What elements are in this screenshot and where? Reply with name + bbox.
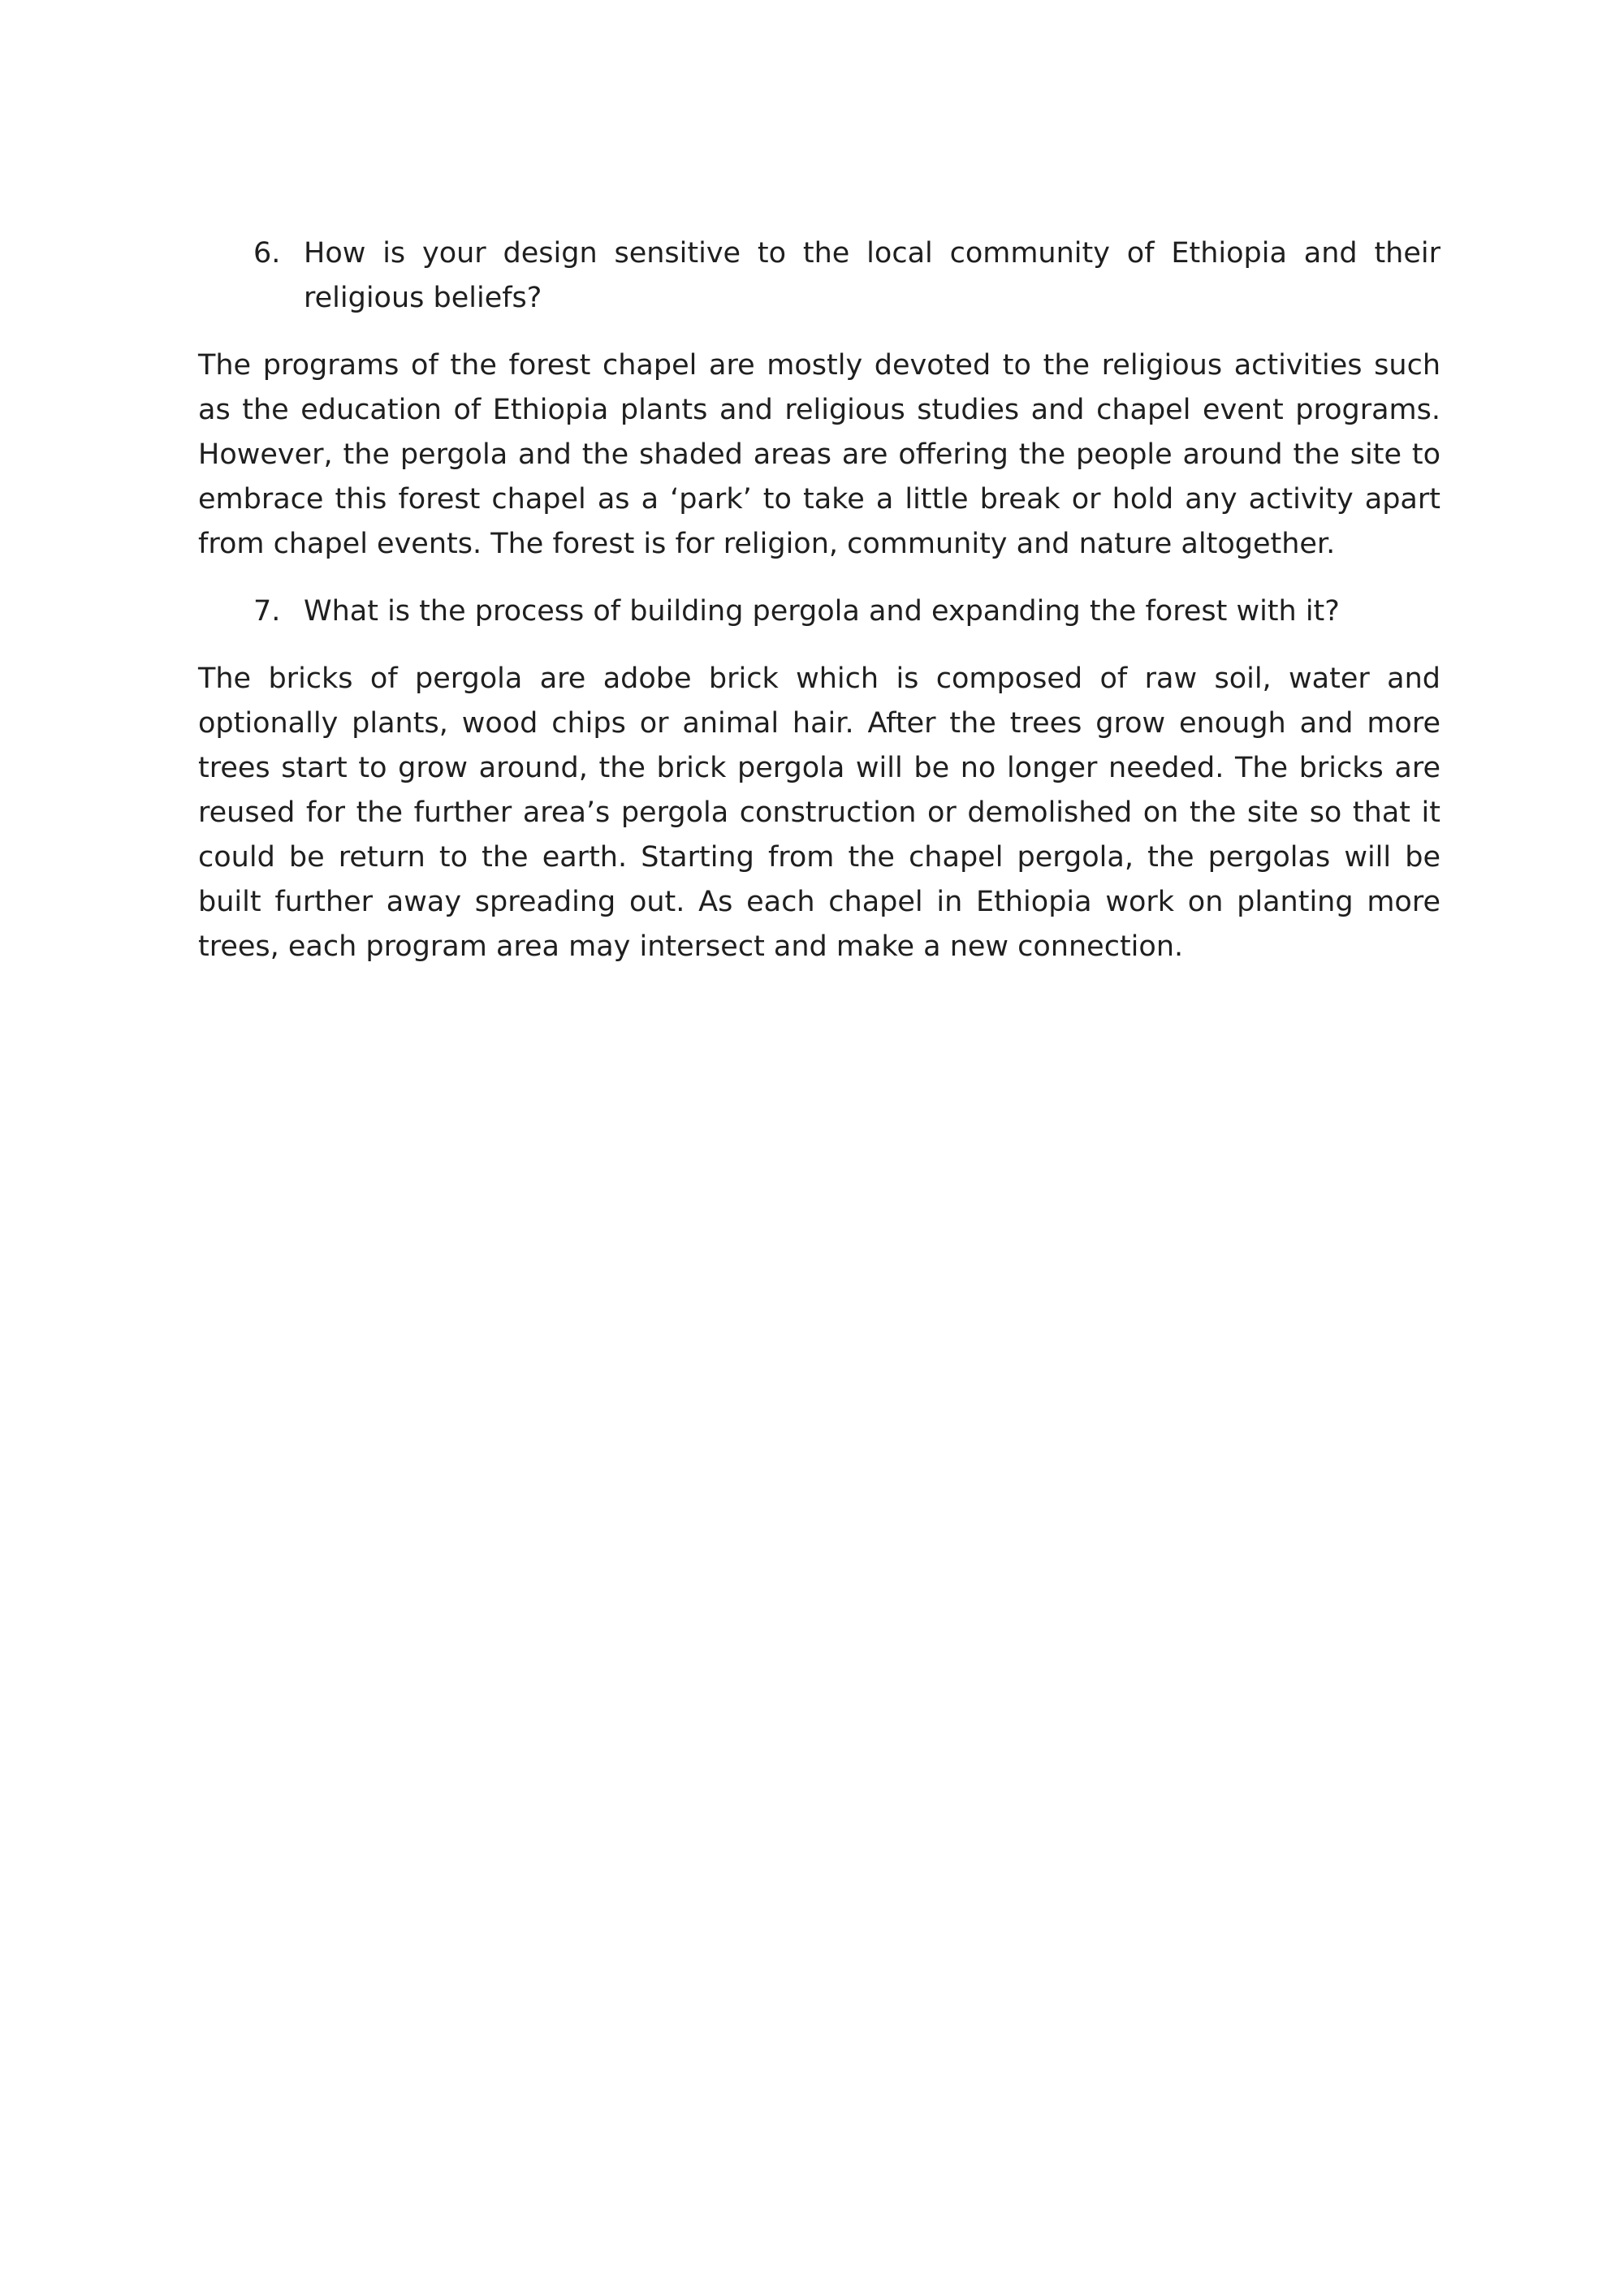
answer-paragraph: The bricks of pergola are adobe brick which is composed of raw soil, water and optionally plants, wood chips or animal hair. After the trees grow enough and more trees start to grow around, the brick pergola will be no longer needed. The bricks are reused for the further area’s pergola construction or demolished on the site so that it could be return to the earth. Starting from the chapel pergola, the pergolas will be built further away spreading out. As each chapel in Ethiopia work on planting more trees, each program area may intersect and make a new connection. — [198, 662, 1440, 963]
question-number: 7. — [253, 595, 281, 628]
question-6 — [198, 231, 1440, 321]
answer-paragraph: The programs of the forest chapel are mostly devoted to the religious activities such as the education of Ethiopia plants and religious studies and chapel event programs. However, the pergola and the shaded areas are offering the people around the site to embrace this forest chapel as a ‘park’ to take a little break or hold any activity apart from chapel events. The forest is for religion, community and nature altogether. — [198, 349, 1440, 560]
question-7 — [198, 589, 1440, 634]
document-body — [198, 231, 1440, 992]
question-text: What is the process of building pergola and expanding the forest with it? — [304, 595, 1340, 628]
question-text: How is your design sensitive to the local community of Ethiopia and their religious beliefs? — [304, 237, 1440, 314]
question-number: 6. — [253, 237, 281, 270]
